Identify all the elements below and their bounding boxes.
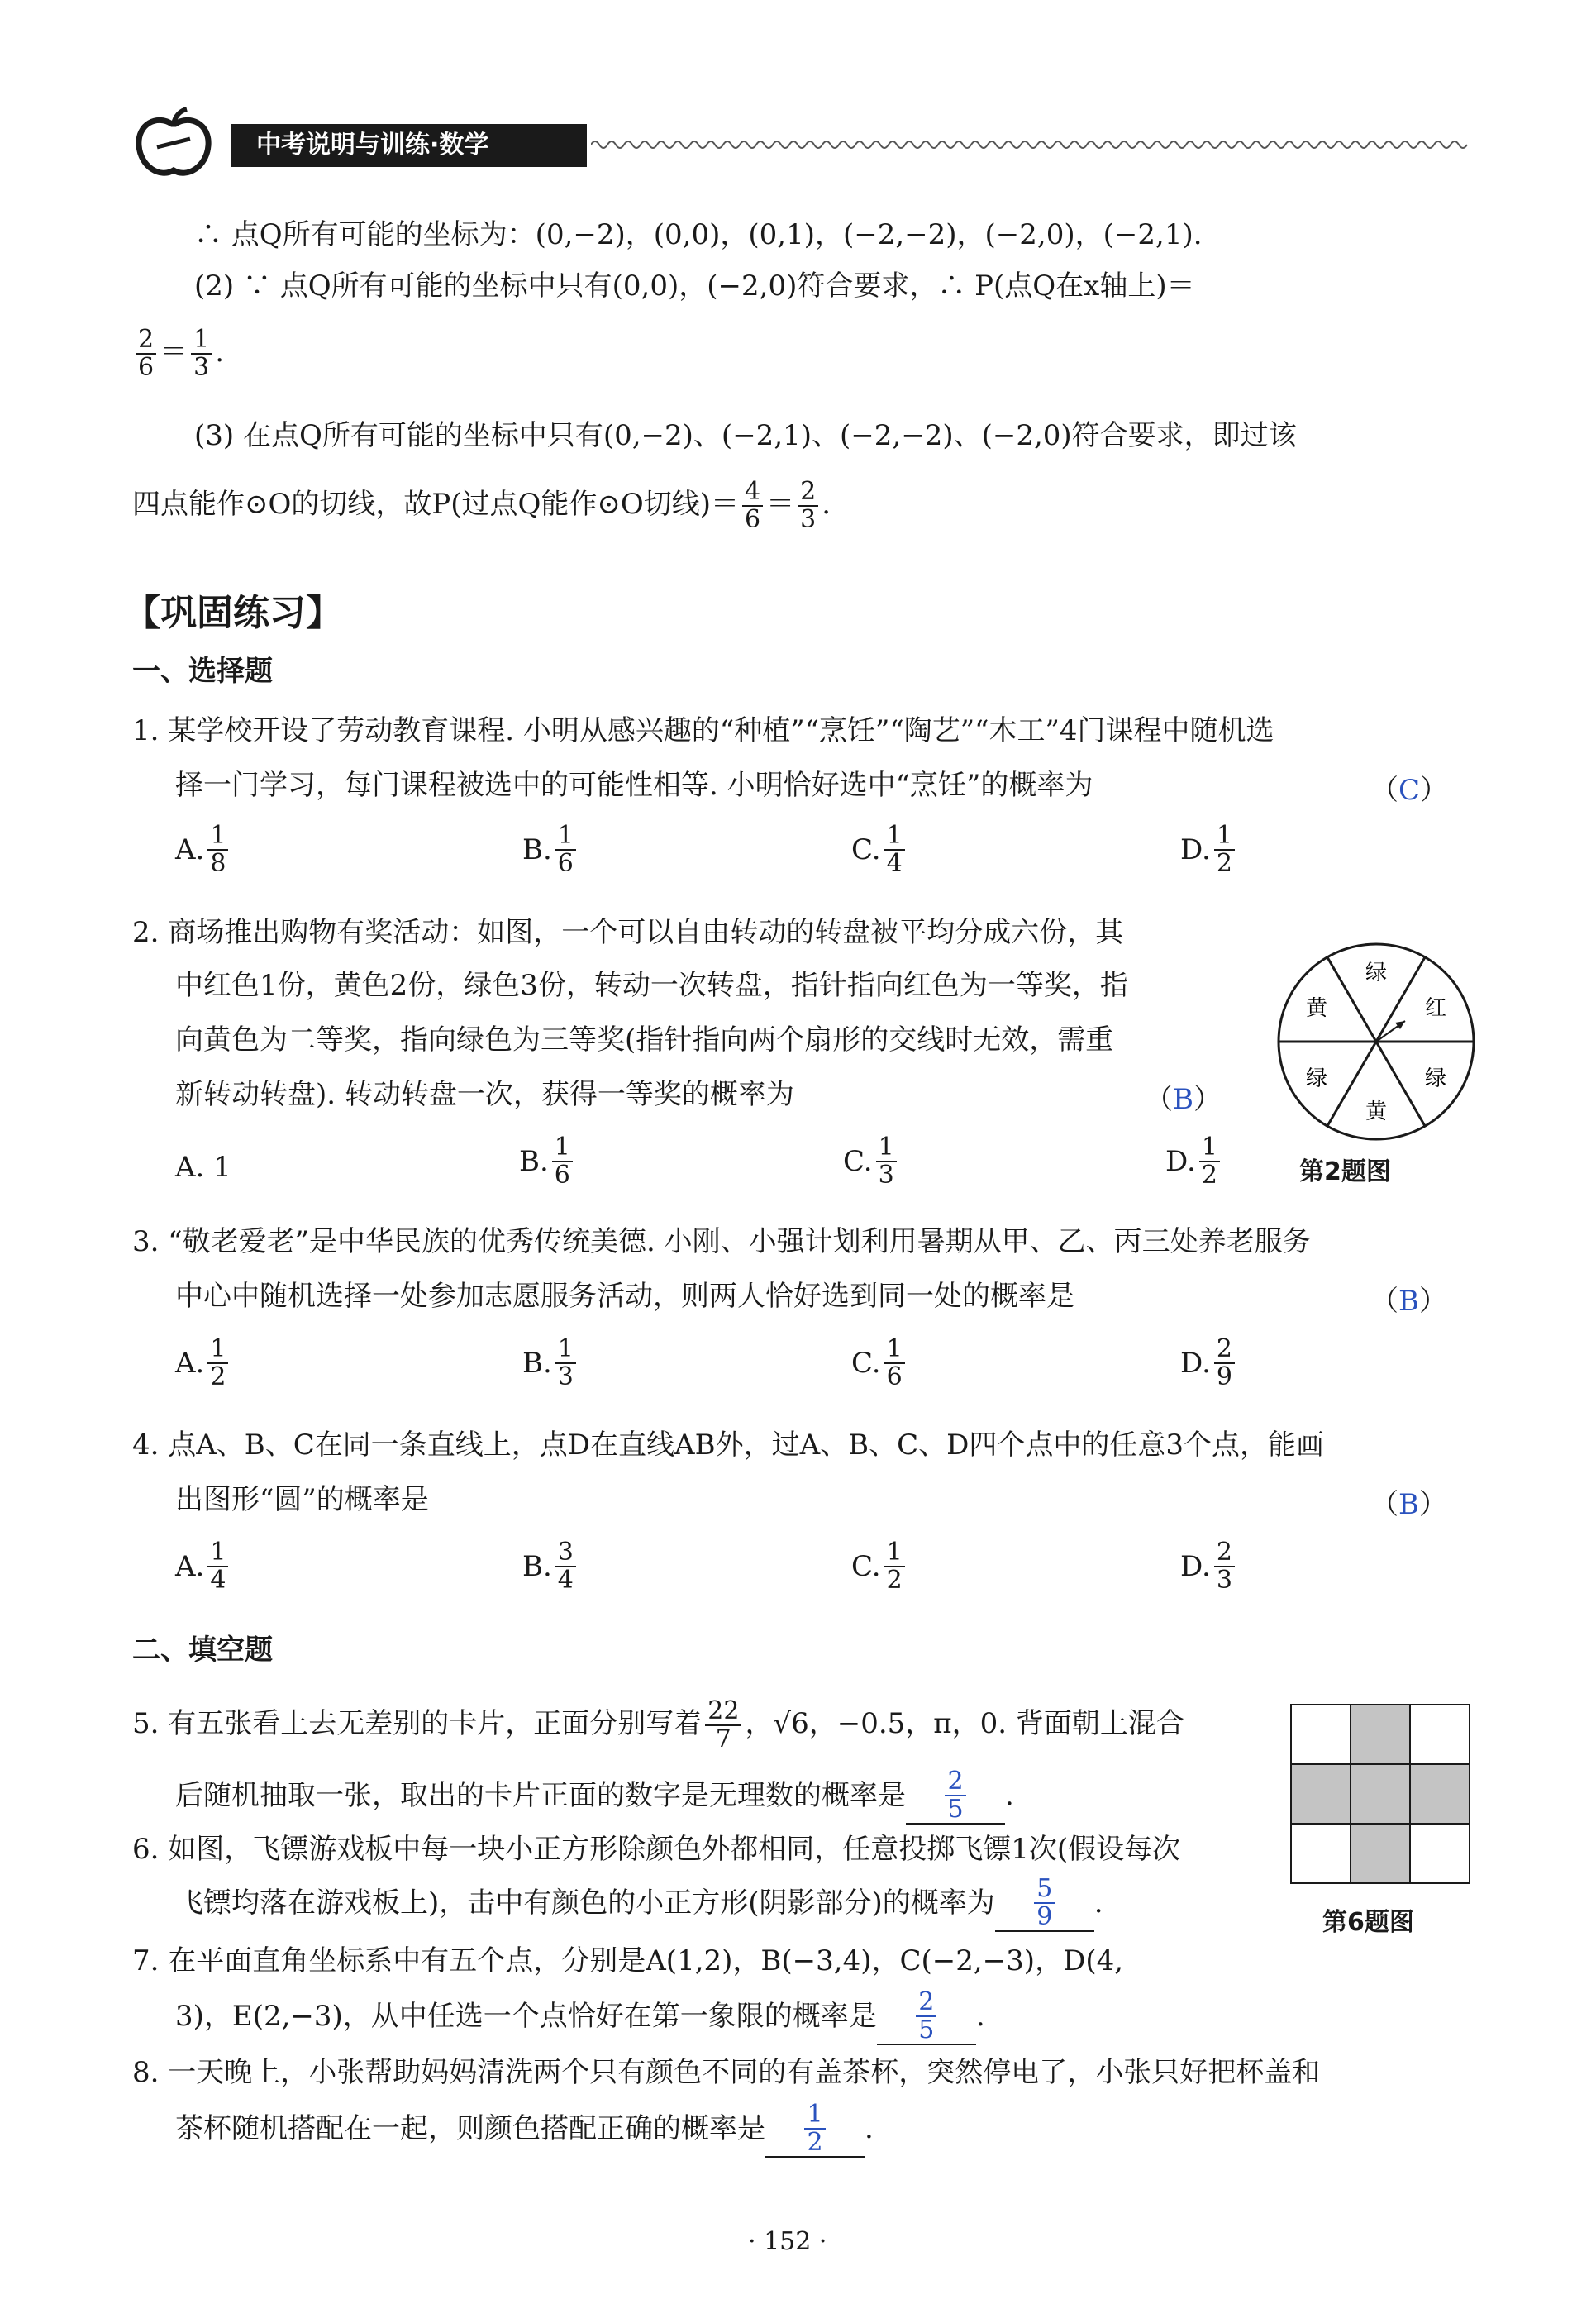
solution-line-3: $\frac{2}{6}$ ＝ $\frac{1}{3}$ . <box>132 319 224 385</box>
solution-line-1: ∴ 点Q所有可能的坐标为：(0,−2)，(0,0)，(0,1)，(−2,−2)，(−2,0)，(−2,1). <box>194 218 1203 251</box>
grid-cell <box>1410 1824 1470 1883</box>
q1-option-d: D. $\frac{1}{2}$ <box>1180 823 1238 877</box>
q3-answer-paren: （B） <box>1370 1285 1447 1318</box>
q2-line-1: 2. 商场推出购物有奖活动：如图，一个可以自由转动的转盘被平均分成六份，其 <box>132 916 1124 949</box>
q4-option-d: D. $\frac{2}{3}$ <box>1180 1539 1238 1594</box>
q7-line-1: 7. 在平面直角坐标系中有五个点，分别是A(1,2)，B(−3,4)，C(−2,−3)，D(4, <box>132 1944 1124 1977</box>
q1-line-2: 择一门学习，每门课程被选中的可能性相等. 小明恰好选中“烹饪”的概率为 <box>175 769 1093 802</box>
grid-cell <box>1291 1824 1351 1883</box>
q1-option-a: A. $\frac{1}{8}$ <box>175 823 231 877</box>
grid-cell-shaded <box>1351 1824 1410 1883</box>
q4-option-c: C. $\frac{1}{2}$ <box>851 1539 908 1594</box>
q3-line-2: 中心中随机选择一处参加志愿服务活动，则两人恰好选到同一处的概率是 <box>175 1280 1074 1313</box>
dart-board-figure <box>1289 1703 1473 1887</box>
q7-answer-blank <box>877 1986 976 2045</box>
q1-option-c: C. $\frac{1}{4}$ <box>851 823 908 877</box>
q5-line-2: 后随机抽取一张，取出的卡片正面的数字是无理数的概率是 $\frac{2}{5}$ . <box>175 1767 1014 1824</box>
q1-answer-paren: （C） <box>1370 774 1449 807</box>
fraction: $\frac{4}{6}$ <box>742 479 763 533</box>
q4-answer: B <box>1398 1488 1419 1521</box>
header-title: 中考说明与训练·数学 <box>231 124 587 167</box>
q2-answer: B <box>1173 1083 1193 1116</box>
practice-title: 【巩固练习】 <box>124 592 342 634</box>
q6-answer-blank <box>995 1872 1094 1932</box>
grid-cell-shaded <box>1351 1705 1410 1764</box>
q3-option-b: B. $\frac{1}{3}$ <box>522 1336 579 1390</box>
solution-line-4: (3) 在点Q所有可能的坐标中只有(0,−2)、(−2,1)、(−2,−2)、(−2,0)符合要求，即过该 <box>194 419 1297 452</box>
q1-line-1: 1. 某学校开设了劳动教育课程. 小明从感兴趣的“种植”“烹饪”“陶艺”“木工”4门课程中随机选 <box>132 714 1274 747</box>
fraction: $\frac{2}{6}$ <box>136 327 156 381</box>
q3-option-d: D. $\frac{2}{9}$ <box>1180 1336 1238 1390</box>
q2-option-b: B. $\frac{1}{6}$ <box>519 1134 576 1189</box>
q7-line-2: 3)，E(2,−3)，从中任选一个点恰好在第一象限的概率是 $\frac{2}{5}$ . <box>175 1987 985 2044</box>
q6-figure-caption: 第6题图 <box>1322 1908 1414 1937</box>
q4-answer-paren: （B） <box>1370 1488 1447 1521</box>
grid-cell <box>1291 1705 1351 1764</box>
fraction: $\frac{2}{3}$ <box>798 479 818 533</box>
fraction: $\frac{22}{7}$ <box>705 1698 741 1753</box>
grid-cell-shaded <box>1351 1764 1410 1824</box>
grid-cell-shaded <box>1291 1764 1351 1824</box>
q2-option-d: D. $\frac{1}{2}$ <box>1165 1134 1223 1189</box>
q2-line-4: 新转动转盘). 转动转盘一次，获得一等奖的概率为 <box>175 1078 794 1111</box>
q8-line-2: 茶杯随机搭配在一起，则颜色搭配正确的概率是 $\frac{1}{2}$ . <box>175 2100 874 2157</box>
q4-line-1: 4. 点A、B、C在同一条直线上，点D在直线AB外，过A、B、C、D四个点中的任意3个点，能画 <box>132 1429 1325 1462</box>
q6-line-2: 飞镖均落在游戏板上)，击中有颜色的小正方形(阴影部分)的概率为 $\frac{5}{9}$ . <box>175 1874 1103 1931</box>
q2-figure-caption: 第2题图 <box>1299 1157 1391 1186</box>
solution-line-2: (2) ∵ 点Q所有可能的坐标中只有(0,0)，(−2,0)符合要求，∴ P(点Q在x轴上)＝ <box>194 270 1195 303</box>
q8-answer: $\frac{1}{2}$ <box>804 2101 825 2156</box>
q3-answer: B <box>1398 1285 1419 1318</box>
q2-line-2: 中红色1份，黄色2份，绿色3份，转动一次转盘，指针指向红色为一等奖，指 <box>175 969 1128 1002</box>
q5-answer: $\frac{2}{5}$ <box>945 1768 965 1823</box>
spinner-sector-label: 红 <box>1424 996 1447 1021</box>
section-choice-title: 一、选择题 <box>132 655 273 688</box>
q6-answer: $\frac{5}{9}$ <box>1034 1876 1055 1930</box>
q3-option-a: A. $\frac{1}{2}$ <box>175 1336 231 1390</box>
q8-line-1: 8. 一天晚上，小张帮助妈妈清洗两个只有颜色不同的有盖茶杯，突然停电了，小张只好把杯盖和 <box>132 2056 1321 2089</box>
page-number: · 152 · <box>748 2227 827 2256</box>
q1-option-b: B. $\frac{1}{6}$ <box>522 823 579 877</box>
q1-answer: C <box>1398 774 1421 807</box>
q4-line-2: 出图形“圆”的概率是 <box>175 1483 429 1516</box>
q2-option-c: C. $\frac{1}{3}$ <box>843 1134 900 1189</box>
fraction: $\frac{1}{3}$ <box>191 327 212 381</box>
q2-answer-paren: （B） <box>1145 1083 1222 1116</box>
grid-cell-shaded <box>1410 1764 1470 1824</box>
spinner-sector-label: 绿 <box>1305 1066 1328 1091</box>
q5-line-1: 5. 有五张看上去无差别的卡片，正面分别写着 $\frac{22}{7}$ ，√6，−0.5，π，0. 背面朝上混合 <box>132 1696 1184 1753</box>
q4-option-b: B. $\frac{3}{4}$ <box>522 1539 579 1594</box>
q2-line-3: 向黄色为二等奖，指向绿色为三等奖(指针指向两个扇形的交线时无效，需重 <box>175 1023 1114 1057</box>
solution-line-5: 四点能作⊙O的切线，故P(过点Q能作⊙O切线)＝ $\frac{4}{6}$ ＝ $\frac{2}{3}$ . <box>132 477 831 534</box>
q6-line-1: 6. 如图，飞镖游戏板中每一块小正方形除颜色外都相同，任意投掷飞镖1次(假设每次 <box>132 1833 1181 1866</box>
apple-logo-icon <box>132 106 215 180</box>
q5-answer-blank <box>906 1765 1005 1825</box>
spinner-sector-label: 绿 <box>1424 1066 1447 1091</box>
spinner-sector-label: 黄 <box>1305 996 1328 1021</box>
grid-cell <box>1410 1705 1470 1764</box>
q3-option-c: C. $\frac{1}{6}$ <box>851 1336 908 1390</box>
spinner-sector-label: 绿 <box>1365 961 1388 985</box>
spinner-figure <box>1273 938 1479 1145</box>
q8-answer-blank <box>765 2098 865 2158</box>
q2-option-a: A. 1 <box>175 1151 231 1184</box>
section-fill-title: 二、填空题 <box>132 1634 273 1667</box>
q7-answer: $\frac{2}{5}$ <box>916 1989 936 2044</box>
header-wave-divider <box>591 136 1475 153</box>
q3-line-1: 3. “敬老爱老”是中华民族的优秀传统美德. 小刚、小强计划利用暑期从甲、乙、丙三处养老服务 <box>132 1225 1311 1258</box>
spinner-sector-label: 黄 <box>1365 1099 1388 1124</box>
q4-option-a: A. $\frac{1}{4}$ <box>175 1539 231 1594</box>
